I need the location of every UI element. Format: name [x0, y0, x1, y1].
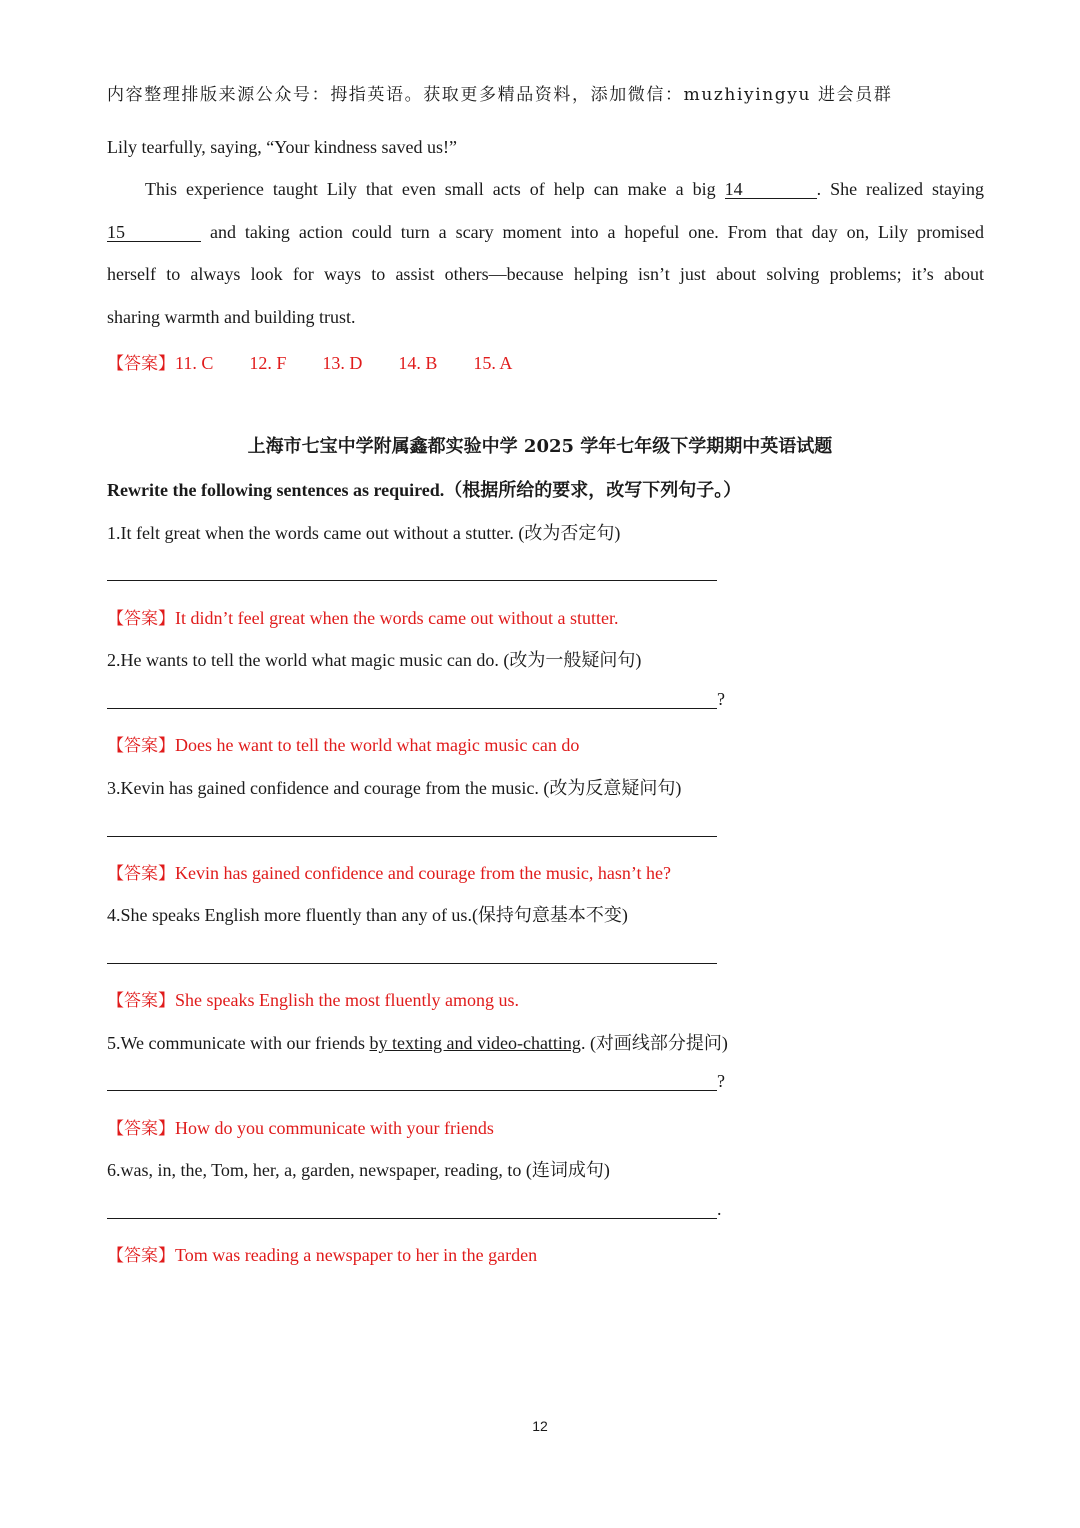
answer-15: 15. A	[473, 353, 513, 373]
passage-line-5: sharing warmth and building trust.	[107, 307, 356, 327]
end-mark-2: ?	[717, 689, 725, 709]
answer-11: 11. C	[175, 353, 214, 373]
question-5-after: . (对画线部分提问)	[580, 1033, 728, 1053]
answer-6-text: Tom was reading a newspaper to her in the garden	[175, 1245, 538, 1265]
answer-5-text: How do you communicate with your friends	[175, 1118, 494, 1138]
question-3: 3.Kevin has gained confidence and courage from the music. (改为反意疑问句)	[107, 778, 682, 798]
end-mark-6: .	[717, 1199, 722, 1219]
blank-14: 14	[725, 180, 817, 199]
header-note: 内容整理排版来源公众号：拇指英语。获取更多精品资料，添加微信：muzhiyingyu 进会员群	[107, 85, 893, 105]
answer-12: 12. F	[249, 353, 287, 373]
answer-6	[107, 1241, 537, 1266]
answer-13: 13. D	[322, 353, 363, 373]
answer-line-5	[107, 1090, 717, 1091]
answer-tag: 【答案】	[107, 1119, 175, 1139]
page-number: 12	[532, 1418, 548, 1434]
answer-3-text: Kevin has gained confidence and courage from the music, hasn’t he?	[175, 863, 671, 883]
answer-line-6	[107, 1218, 717, 1219]
question-5-underlined: by texting and video-chatting	[369, 1033, 581, 1053]
answer-5	[107, 1114, 494, 1139]
answer-tag: 【答案】	[107, 354, 175, 374]
answer-1-text: It didn’t feel great when the words came out without a stutter.	[175, 608, 619, 628]
answers-11-15	[107, 349, 512, 374]
question-5	[107, 1029, 728, 1055]
answer-line-4	[107, 963, 717, 964]
instruction: Rewrite the following sentences as required.（根据所给的要求，改写下列句子。）	[107, 480, 742, 500]
answer-1	[107, 604, 619, 629]
blank-15: 15	[107, 223, 201, 242]
answer-2	[107, 731, 579, 756]
section-title: 上海市七宝中学附属鑫都实验中学 2025 学年七年级下学期期中英语试题	[247, 436, 833, 457]
answer-tag: 【答案】	[107, 991, 175, 1011]
passage-line-4: herself to always look for ways to assist others—because helping isn’t just about solving problems; it’s about	[107, 264, 984, 284]
passage-line-1: Lily tearfully, saying, “Your kindness saved us!”	[107, 137, 457, 157]
answer-tag: 【答案】	[107, 736, 175, 756]
answer-4	[107, 986, 519, 1011]
question-2: 2.He wants to tell the world what magic music can do. (改为一般疑问句)	[107, 650, 642, 670]
answer-line-3	[107, 836, 717, 837]
passage-line-2	[145, 179, 984, 200]
passage-line-3	[107, 222, 984, 243]
passage-line-2-after: . She realized staying	[816, 179, 984, 199]
passage-line-2-before: This experience taught Lily that even small acts of help can make a big	[145, 179, 716, 199]
question-5-before: 5.We communicate with our friends	[107, 1033, 370, 1053]
answer-3	[107, 859, 671, 884]
answer-tag: 【答案】	[107, 1246, 175, 1266]
answer-line-1	[107, 580, 717, 581]
answer-line-2	[107, 708, 717, 709]
answer-2-text: Does he want to tell the world what magic music can do	[175, 735, 580, 755]
end-mark-5: ?	[717, 1071, 725, 1091]
question-1: 1.It felt great when the words came out without a stutter. (改为否定句)	[107, 523, 621, 543]
answer-14: 14. B	[398, 353, 438, 373]
question-6: 6.was, in, the, Tom, her, a, garden, newspaper, reading, to (连词成句)	[107, 1160, 610, 1180]
answer-tag: 【答案】	[107, 864, 175, 884]
answer-4-text: She speaks English the most fluently among us.	[175, 990, 519, 1010]
passage-line-3-after: and taking action could turn a scary moment into a hopeful one. From that day on, Lily promised	[209, 222, 984, 242]
answer-tag: 【答案】	[107, 609, 175, 629]
question-4: 4.She speaks English more fluently than any of us.(保持句意基本不变)	[107, 905, 628, 925]
